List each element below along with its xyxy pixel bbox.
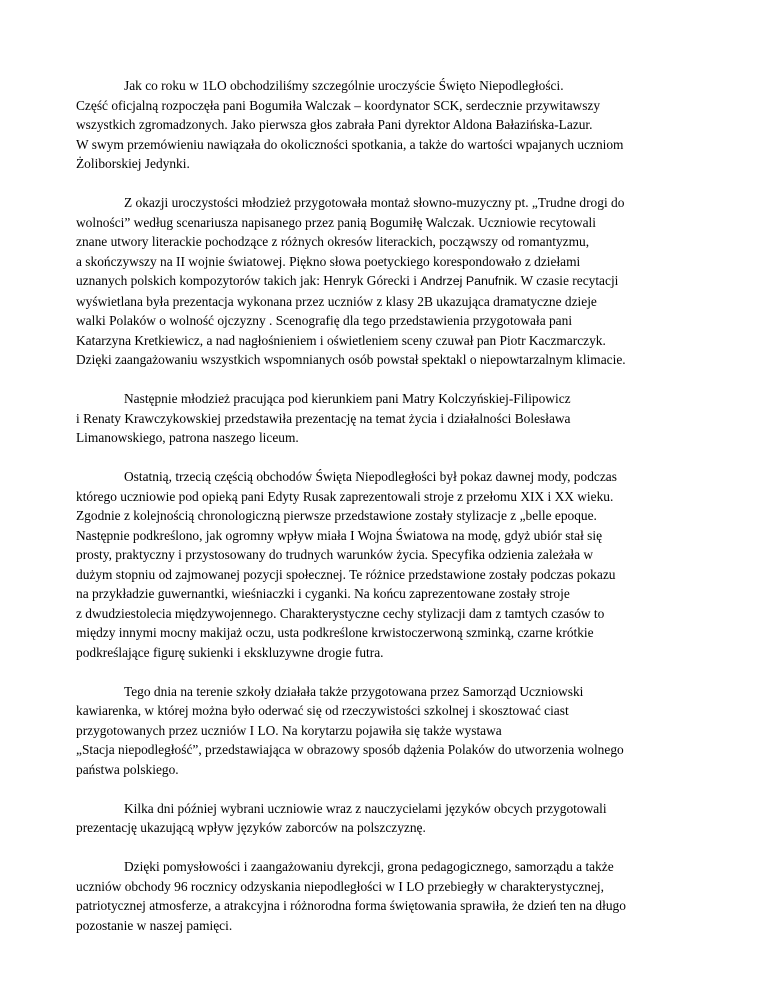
text-line: prezentację ukazującą wpływ języków zaborców na polszczyznę. (76, 820, 426, 835)
text-line: pozostanie w naszej pamięci. (76, 917, 233, 933)
text-line: na przykładzie guwernantki, wieśniaczki i cyganki. Na końcu zaprezentowane zostały stroje (76, 586, 570, 601)
text-line: W swym przemówieniu nawiązała do okoliczności spotkania, a także do wartości wpajanych uczniom (76, 136, 624, 152)
text-line (76, 271, 706, 292)
text-segment: uznanych polskich kompozytorów takich jak: Henryk Górecki i (76, 273, 421, 288)
text-line: Limanowskiego, patrona naszego liceum. (76, 430, 299, 445)
text-line: którego uczniowie pod opieką pani Edyty Rusak zaprezentowali stroje z przełomu XIX i XX wieku. (76, 488, 614, 504)
text-line: Dzięki pomysłowości i zaangażowaniu dyrekcji, grona pedagogicznego, samorządu a także (124, 859, 614, 874)
text-line: Katarzyna Kretkiewicz, a nad nagłośnieniem i oświetleniem sceny czuwał pan Piotr Kaczmarczyk. (76, 332, 606, 348)
text-line: Następnie podkreślono, jak ogromny wpływ miała I Wojna Światowa na modę, gdyż ubiór stał się (76, 527, 603, 543)
text-line: znane utwory literackie pochodzące z różnych okresów literackich, począwszy od romantyzmu, (76, 234, 590, 249)
text-line: Tego dnia na terenie szkoły działała także przygotowana przez Samorząd Uczniowski (124, 683, 584, 699)
text-line: patriotycznej atmosferze, a atrakcyjna i różnorodna forma świętowania sprawiła, że dzień ten na długo (76, 898, 626, 913)
document-page (76, 76, 706, 955)
text-line: Ostatnią, trzecią częścią obchodów Święta Niepodległości był pokaz dawnej mody, podczas (124, 469, 617, 484)
text-line: Część oficjalną rozpoczęła pani Bogumiła Walczak – koordynator SCK, serdecznie przywitawszy (76, 97, 601, 113)
text-line: prosty, praktyczny i przystosowany do trudnych warunków życia. Specyfika odzienia zależała w (76, 547, 594, 562)
text-line: wolności” według scenariusza napisanego przez panią Bogumiłę Walczak. Uczniowie recytowali (76, 214, 596, 230)
text-line: i Renaty Krawczykowskiej przedstawiła prezentację na temat życia i działalności Bolesława (76, 410, 571, 426)
text-line: Żoliborskiej Jedynki. (76, 156, 190, 171)
paragraph (76, 76, 706, 174)
text-line: Zgodnie z kolejnością chronologiczną pierwsze przedstawione zostały stylizacje z „belle epoque. (76, 508, 597, 523)
paragraph (76, 799, 706, 838)
text-line: Kilka dni później wybrani uczniowie wraz z nauczycielami języków obcych przygotowali (124, 800, 607, 816)
text-line: „Stacja niepodległość”, przedstawiająca w obrazowy sposób dążenia Polaków do utworzenia wolnego (76, 742, 624, 757)
text-line: Dzięki zaangażowaniu wszystkich wspomnianych osób powstał spektakl o niepowtarzalnym klimacie. (76, 352, 626, 367)
text-line: Jak co roku w 1LO obchodziliśmy szczególnie uroczyście Święto Niepodległości. (124, 78, 564, 93)
text-line: dużym stopniu od zajmowanej pozycji społecznej. Te różnice przedstawione zostały podczas pokazu (76, 566, 616, 582)
text-line: kawiarenka, w której można było oderwać się od rzeczywistości szkolnej i skosztować ciast (76, 703, 569, 718)
text-line: państwa polskiego. (76, 761, 179, 777)
composer-name-link[interactable]: Andrzej Panufnik (420, 274, 515, 288)
paragraph (76, 682, 706, 780)
paragraph (76, 857, 706, 935)
text-segment: . W czasie recytacji (514, 273, 619, 288)
paragraph (76, 193, 706, 370)
text-line: Następnie młodzież pracująca pod kierunkiem pani Matry Kolczyńskiej-Filipowicz (124, 391, 571, 406)
text-line: wszystkich zgromadzonych. Jako pierwsza głos zabrała Pani dyrektor Aldona Bałazińska-Lazur. (76, 117, 593, 132)
text-line: wyświetlana była prezentacja wykonana przez uczniów z klasy 2B ukazująca dramatyczne dzieje (76, 293, 597, 309)
paragraph (76, 467, 706, 662)
text-line: podkreślające figurę sukienki i ekskluzywne drogie futra. (76, 644, 384, 660)
text-line: a skończywszy na II wojnie światowej. Piękno słowa poetyckiego korespondowało z dziełami (76, 253, 581, 269)
text-line: między innymi mocny makijaż oczu, usta podkreślone krwistoczerwoną szminką, czarne krótkie (76, 625, 594, 640)
text-line: przygotowanych przez uczniów I LO. Na korytarzu pojawiła się także wystawa (76, 722, 502, 738)
text-line: walki Polaków o wolność ojczyzny . Scenografię dla tego przedstawienia przygotowała pani (76, 313, 573, 328)
text-line: Z okazji uroczystości młodzież przygotowała montaż słowno-muzyczny pt. „Trudne drogi do (124, 195, 625, 210)
text-line: uczniów obchody 96 rocznicy odzyskania niepodległości w I LO przebiegły w charakterystycznej, (76, 878, 605, 894)
text-line: z dwudziestolecia międzywojennego. Charakterystyczne cechy stylizacji dam z tamtych czasów to (76, 605, 605, 621)
paragraph (76, 389, 706, 448)
